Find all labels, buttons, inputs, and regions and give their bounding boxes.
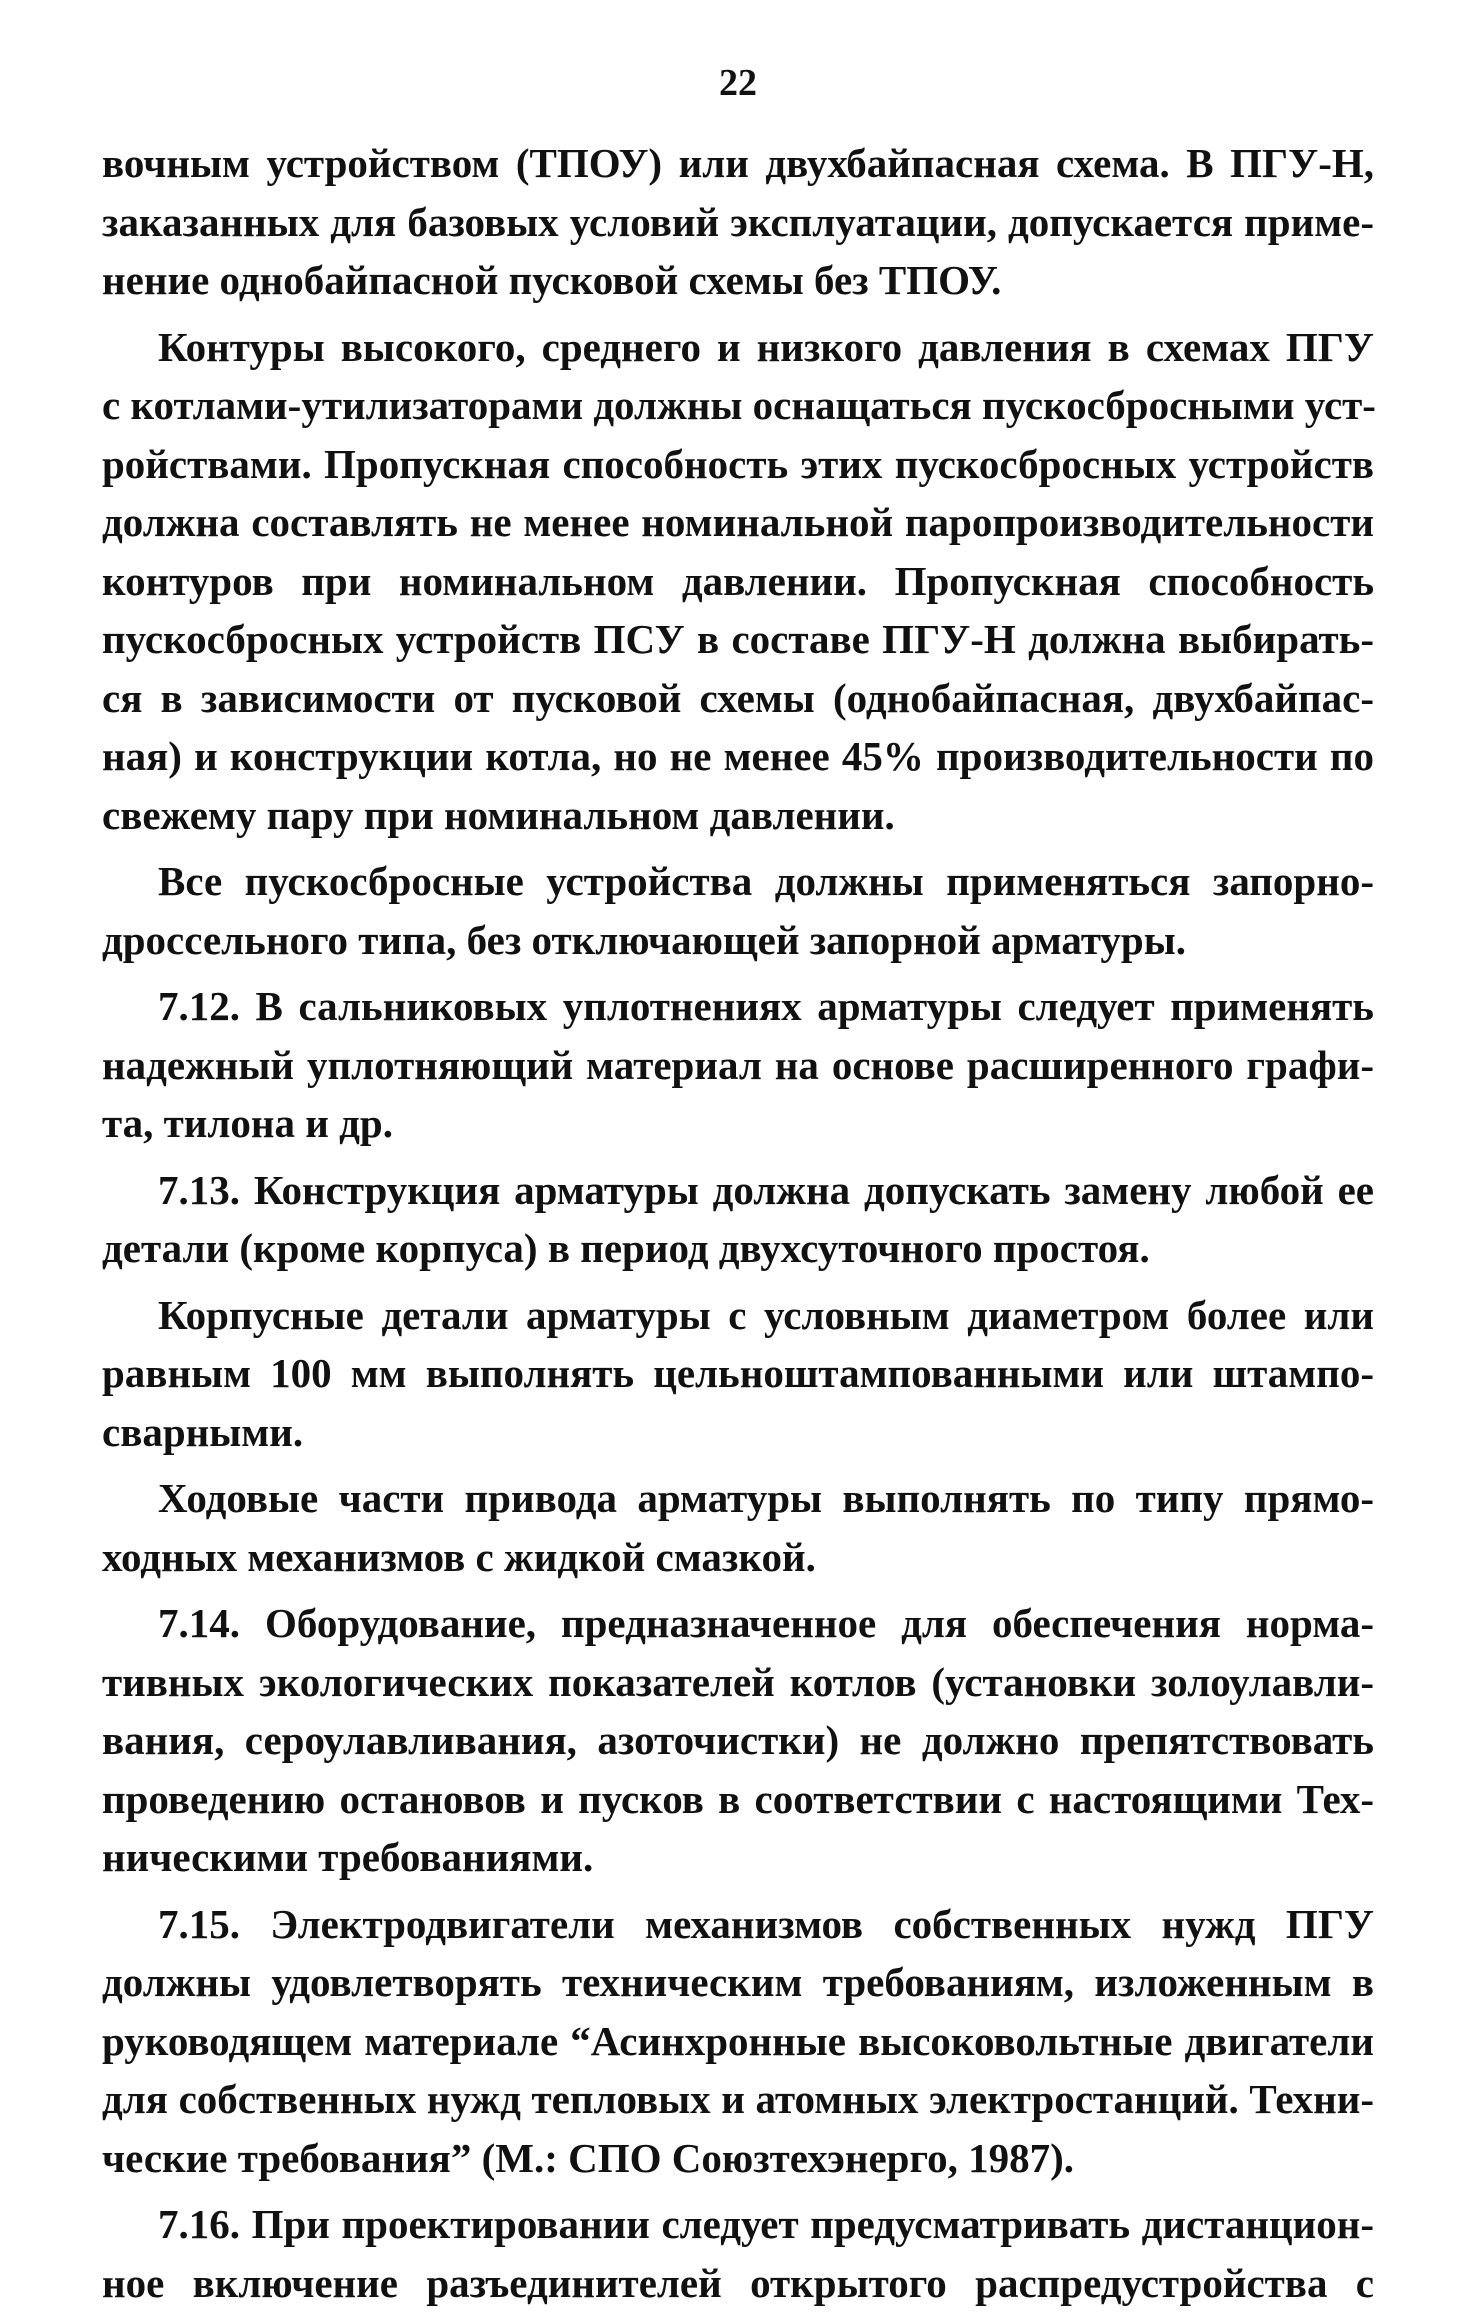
text-line: должна составлять не менее номинальной паропроизводительности [102, 493, 1374, 552]
text-line: контуров при номинальном давлении. Пропускная способность [102, 552, 1374, 611]
text-line: Контуры высокого, среднего и низкого давления в схемах ПГУ [102, 318, 1374, 377]
text-line: ройствами. Пропускная способность этих пускосбросных устройств [102, 435, 1374, 494]
text-line: 7.15. Электродвигатели механизмов собственных нужд ПГУ [102, 1895, 1374, 1954]
text-line: 7.12. В сальниковых уплотнениях арматуры следует применять [102, 977, 1374, 1036]
text-line: сварными. [102, 1403, 1374, 1462]
text-line: ное включение разъединителей открытого распредустройства с [102, 2254, 1374, 2312]
paragraph [102, 1594, 1374, 1887]
paragraph [102, 2195, 1374, 2312]
text-line: ная) и конструкции котла, но не менее 45% производительности по [102, 727, 1374, 786]
text-line: вания, сероулавливания, азоточистки) не должно препятствовать [102, 1711, 1374, 1770]
paragraph [102, 134, 1374, 310]
text-line: ническими требованиями. [102, 1828, 1374, 1887]
text-line: детали (кроме корпуса) в период двухсуточного простоя. [102, 1219, 1374, 1278]
text-line: тивных экологических показателей котлов (установки золоулавли- [102, 1653, 1374, 1712]
text-line: дроссельного типа, без отключающей запорной арматуры. [102, 911, 1374, 970]
text-line: пускосбросных устройств ПСУ в составе ПГУ-Н должна выбирать- [102, 610, 1374, 669]
text-line: с котлами-утилизаторами должны оснащаться пускосбросными уст- [102, 376, 1374, 435]
text-line: Все пускосбросные устройства должны применяться запорно- [102, 852, 1374, 911]
text-line: 7.16. При проектировании следует предусматривать дистанцион- [102, 2195, 1374, 2254]
text-line: должны удовлетворять техническим требованиям, изложенным в [102, 1953, 1374, 2012]
paragraph [102, 1895, 1374, 2188]
text-line: нение однобайпасной пусковой схемы без ТПОУ. [102, 251, 1374, 310]
text-line: 7.14. Оборудование, предназначенное для обеспечения норма- [102, 1594, 1374, 1653]
text-line: Ходовые части привода арматуры выполнять по типу прямо- [102, 1469, 1374, 1528]
paragraph [102, 318, 1374, 845]
paragraph [102, 852, 1374, 969]
text-line: вочным устройством (ТПОУ) или двухбайпасная схема. В ПГУ-Н, [102, 134, 1374, 193]
text-line: проведению остановов и пусков в соответствии с настоящими Тех- [102, 1770, 1374, 1829]
text-line: та, тилона и др. [102, 1094, 1374, 1153]
text-line: надежный уплотняющий материал на основе расширенного графи- [102, 1036, 1374, 1095]
paragraph [102, 1286, 1374, 1462]
page-number: 22 [102, 58, 1374, 108]
text-line: ходных механизмов с жидкой смазкой. [102, 1528, 1374, 1587]
text-line: Корпусные детали арматуры с условным диаметром более или [102, 1286, 1374, 1345]
paragraph [102, 977, 1374, 1153]
document-page [102, 58, 1374, 2058]
document-body [102, 134, 1374, 2312]
text-line: ческие требования” (М.: СПО Союзтехэнерго, 1987). [102, 2129, 1374, 2188]
text-line: 7.13. Конструкция арматуры должна допускать замену любой ее [102, 1161, 1374, 1220]
paragraph [102, 1161, 1374, 1278]
text-line: свежему пару при номинальном давлении. [102, 786, 1374, 845]
text-line: заказанных для базовых условий эксплуатации, допускается приме- [102, 193, 1374, 252]
paragraph [102, 1469, 1374, 1586]
text-line: ся в зависимости от пусковой схемы (однобайпасная, двухбайпас- [102, 669, 1374, 728]
text-line: руководящем материале “Асинхронные высоковольтные двигатели [102, 2012, 1374, 2071]
text-line: равным 100 мм выполнять цельноштампованными или штампо- [102, 1344, 1374, 1403]
text-line: для собственных нужд тепловых и атомных электростанций. Техни- [102, 2070, 1374, 2129]
